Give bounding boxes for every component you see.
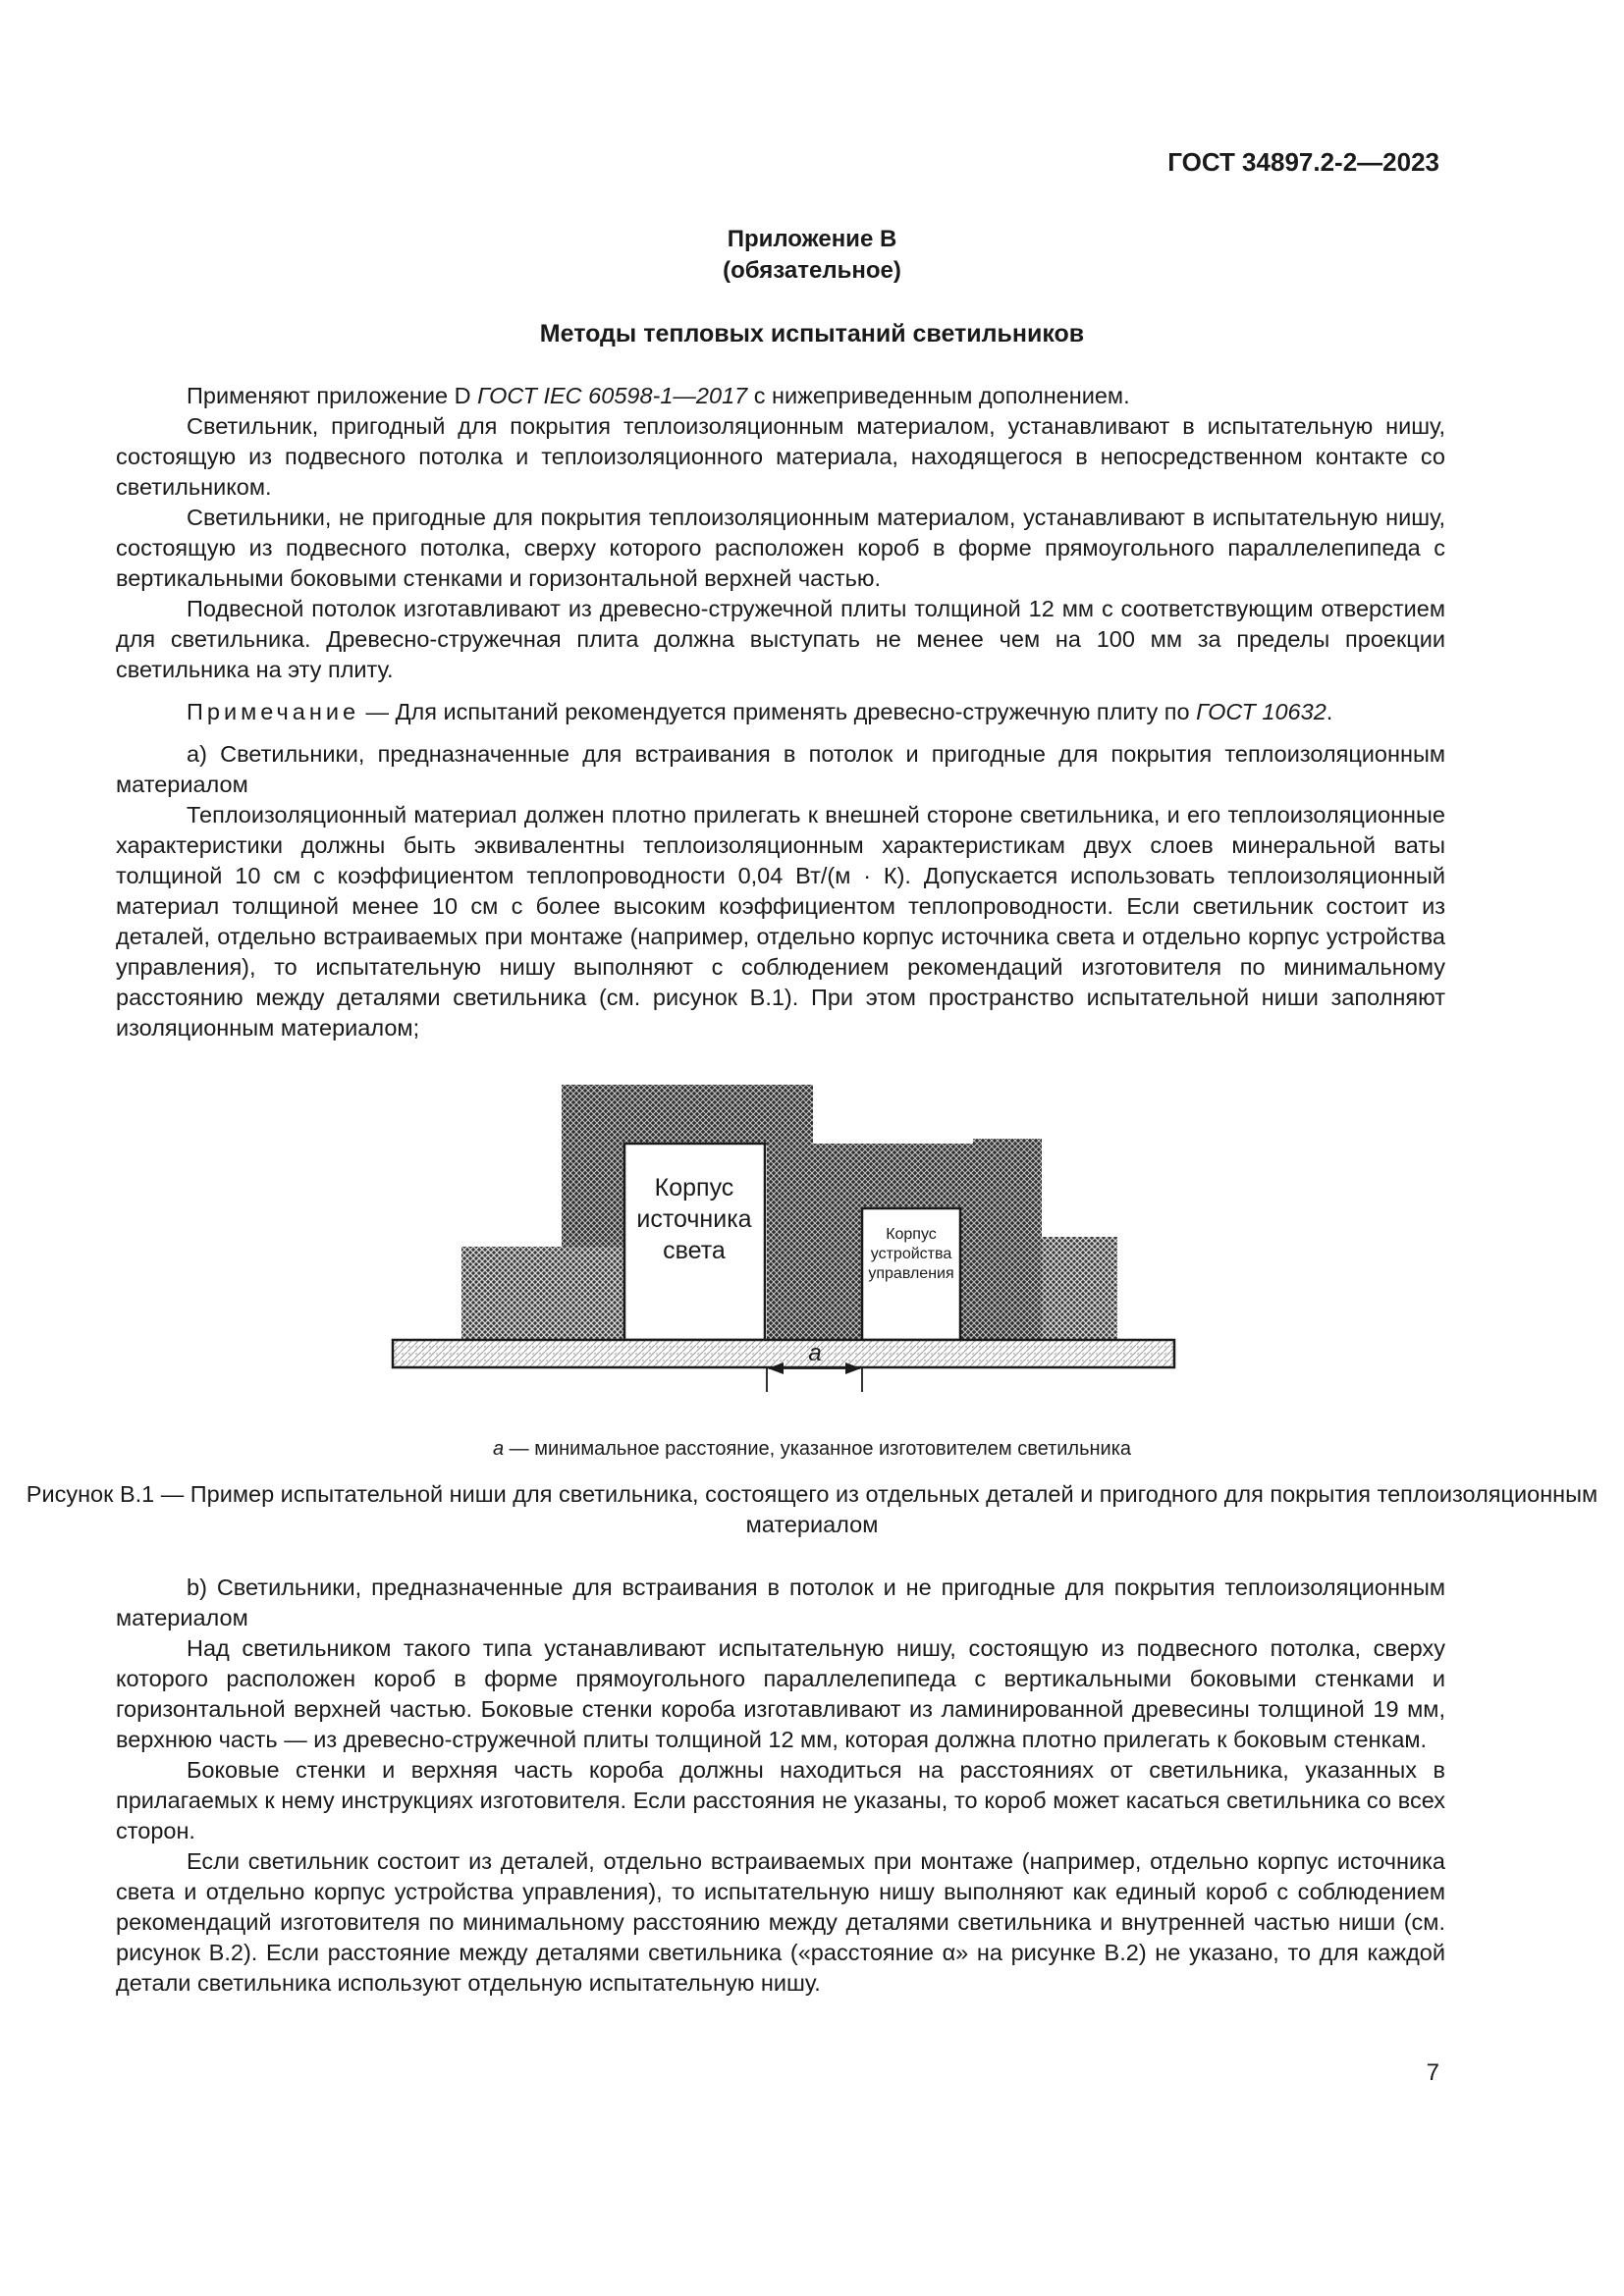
insulation-right-base: [1042, 1237, 1117, 1340]
item-b-heading: b) Светильники, предназначенные для встраивания в потолок и не пригодные для покрытия теплоизоляционным материалом: [116, 1575, 1445, 1630]
legend-symbol: a: [492, 1438, 505, 1460]
note-reference: ГОСТ 10632: [1196, 699, 1326, 724]
page-number: 7: [1426, 2059, 1439, 2086]
insulation-right-column: [973, 1139, 1042, 1340]
figure-caption: Рисунок В.1 — Пример испытательной ниши для светильника, состоящего из отдельных деталей и пригодного для покрытия теплоизоляционным материалом: [26, 1481, 1598, 1537]
control-housing-label-line-2: устройства: [870, 1246, 952, 1262]
figure-legend: [0, 1438, 1624, 1461]
legend-text: — минимальное расстояние, указанное изготовителем светильника: [504, 1438, 1132, 1460]
intro-paragraph-4: Подвесной потолок изготавливают из древесно-стружечной плиты толщиной 12 мм с соответствующим отверстием для светильника. Древесно-стружечная плита должна выступать не менее чем на 100 мм за пределы проекции светильника на эту плиту.: [116, 596, 1445, 682]
item-a-heading: a) Светильники, предназначенные для встраивания в потолок и пригодные для покрытия теплоизоляционным материалом: [116, 741, 1445, 797]
intro-paragraph-1: Применяют приложение D ГОСТ IEC 60598-1—2017 с нижеприведенным дополнением.: [187, 383, 1130, 408]
note-paragraph: Примечание — Для испытаний рекомендуется применять древесно-стружечную плиту по ГОСТ 10632.: [187, 699, 1333, 724]
intro-block: [116, 381, 1445, 1043]
light-housing-label-line-2: источника: [636, 1205, 752, 1233]
light-housing-label-line-3: света: [663, 1237, 726, 1264]
section-title: Методы тепловых испытаний светильников: [539, 320, 1085, 347]
light-housing-label-line-1: Корпус: [654, 1174, 734, 1201]
item-b-paragraph-1: Над светильником такого типа устанавливают испытательную нишу, состоящую из подвесного потолка, сверху которого расположен короб в форме прямоугольного параллелепипеда с вертикальными боковыми стенками и горизонтальной верхней частью. Боковые стенки короба изготавливают из ламинированной древесины толщиной 19 мм, верхнюю часть — из древесно-стружечной плиты толщиной 12 мм, которая должна плотно прилегать к боковым стенкам.: [116, 1635, 1445, 1752]
annex-status: (обязательное): [723, 257, 901, 284]
intro-paragraph-2: Светильник, пригодный для покрытия теплоизоляционным материалом, устанавливают в испытательную нишу, состоящую из подвесного потолка и теплоизоляционного материала, находящегося в непосредственном контакте со светильником.: [116, 413, 1445, 500]
standard-reference: ГОСТ IEC 60598-1—2017: [477, 383, 748, 408]
item-b-paragraph-3: Если светильник состоит из деталей, отдельно встраиваемых при монтаже (например, отдельно корпус источника света и отдельно корпус устройства управления), то испытательную нишу выполняют как единый короб с соблюдением рекомендаций изготовителя по минимальному расстоянию между деталями светильника и внутренней частью ниши (см. рисунок В.2). Если расстояние между деталями светильника («расстояние α» на рисунке В.2) не указано, то для каждой детали светильника используют отдельную испытательную нишу.: [116, 1848, 1445, 1996]
item-a-body: Теплоизоляционный материал должен плотно прилегать к внешней стороне светильника, и его теплоизоляционные характеристики должны быть эквивалентны теплоизоляционным характеристикам двух слоев минеральной ваты толщиной 10 см с коэффициентом теплопроводности 0,04 Вт/(м · К). Допускается использовать теплоизоляционный материал толщиной менее 10 см с более высоким коэффициентом теплопроводности. Если светильник состоит из деталей, отдельно встраиваемых при монтаже (например, отдельно корпус источника света и отдельно корпус устройства управления), то испытательную нишу выполняют с соблюдением рекомендаций изготовителя по минимальному расстоянию между деталями светильника (см. рисунок В.1). При этом пространство испытательной ниши заполняют изоляционным материалом;: [116, 802, 1445, 1041]
control-housing-label-line-3: управления: [868, 1265, 954, 1282]
dimension-label: a: [808, 1340, 822, 1366]
figure-b1: [373, 1070, 1198, 1394]
item-b-paragraph-2: Боковые стенки и верхняя часть короба должны находиться на расстояниях от светильника, указанных в прилагаемых к нему инструкциях изготовителя. Если расстояния не указаны, то короб может касаться светильника со всех сторон.: [116, 1757, 1445, 1843]
control-housing-label-line-1: Корпус: [886, 1226, 937, 1243]
insulation-left-base: [461, 1247, 624, 1340]
intro-paragraph-3: Светильники, не пригодные для покрытия теплоизоляционным материалом, устанавливают в испытательную нишу, состоящую из подвесного потолка, сверху которого расположен короб в форме прямоугольного параллелепипеда с вертикальными боковыми стенками и горизонтальной верхней частью.: [116, 505, 1445, 591]
note-label: Примечание: [187, 699, 360, 724]
annex-title: Приложение В: [727, 226, 897, 252]
item-b-block: [116, 1573, 1445, 1999]
insulation-top-block: [562, 1085, 813, 1146]
standard-code: ГОСТ 34897.2-2—2023: [1167, 147, 1439, 177]
annex-heading: [0, 224, 1624, 287]
